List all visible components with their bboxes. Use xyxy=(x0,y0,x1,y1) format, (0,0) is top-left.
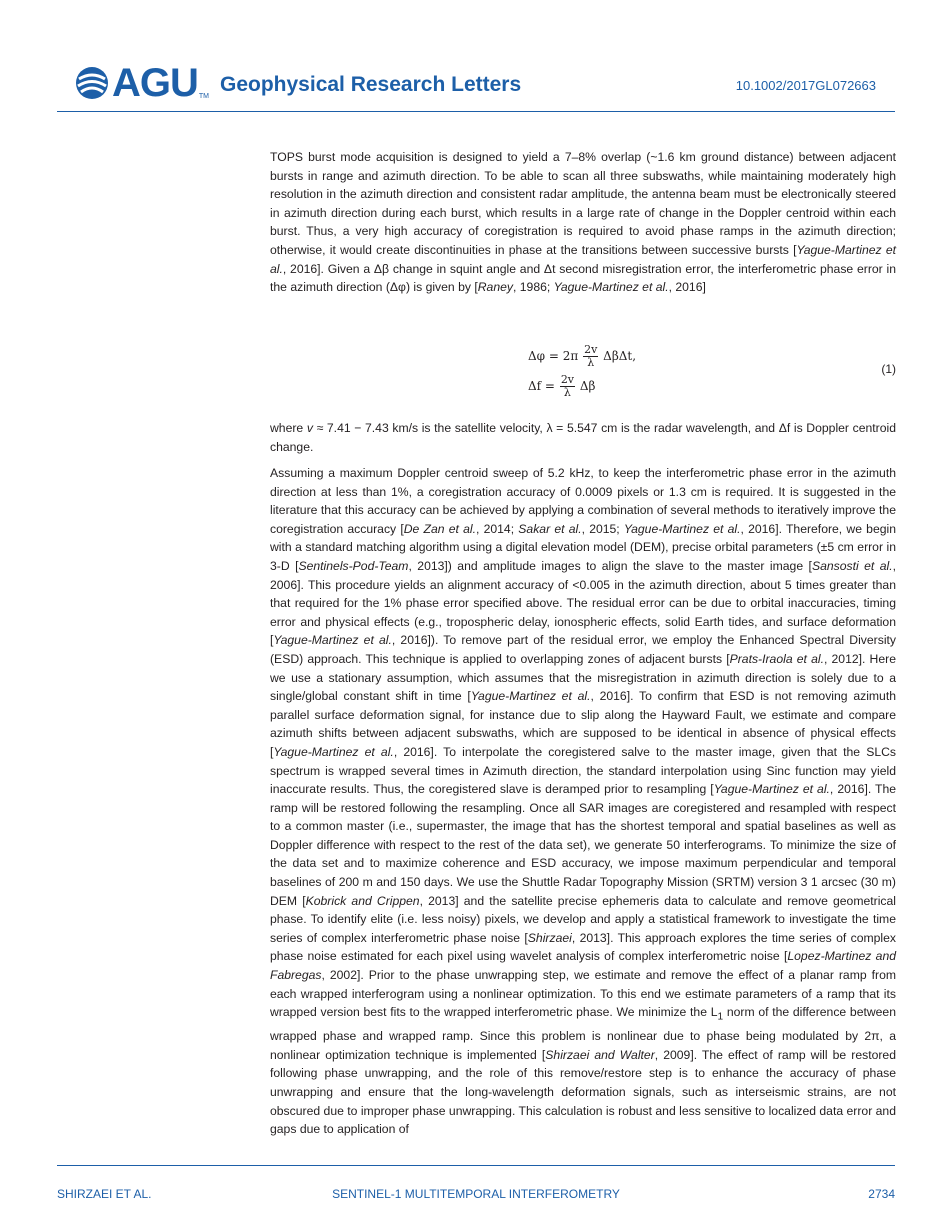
equation-line-1: Δφ = 2π $\frac{2v}{\lambda}$ ΔβΔt, xyxy=(528,343,637,369)
citation[interactable]: Sakar et al. xyxy=(518,521,582,536)
citation[interactable]: Raney xyxy=(477,280,513,295)
equation-number: (1) xyxy=(881,362,896,376)
citation[interactable]: Shirzaei xyxy=(527,930,572,945)
header-divider xyxy=(57,111,895,112)
paragraph-1: TOPS burst mode acquisition is designed to yield a 7–8% overlap (~1.6 km ground distance) between adjacent bursts in range and azimuth direction. To be able to scan all three subswaths, while maintaining moderately high resolution in the azimuth direction and consistent radar amplitude, the antenna beam must be electronically steered in azimuth direction during each burst, which results in a large rate of change in the Doppler centroid within each burst. Thus, a very high accuracy of coregistration is required to avoid phase ramps in the azimuth direction; otherwise, it would create discontinuities in phase at the transitions between successive bursts [Yague-Martinez et al., 2016]. Given a Δβ change in squint angle and Δt second misregistration error, the interferometric phase error in the azimuth direction (Δφ) is given by [Raney, 1986; Yague-Martinez et al., 2016] xyxy=(270,150,896,295)
equation-line-2: Δf = $\frac{2v}{\lambda}$ Δβ xyxy=(528,373,596,399)
citation[interactable]: Lopez-Martinez and Fabregas xyxy=(270,949,897,983)
citation[interactable]: Yague-Martinez et al. xyxy=(553,280,669,295)
citation[interactable]: Yague-Martinez et al. xyxy=(713,782,830,797)
citation[interactable]: Yague-Martinez et al. xyxy=(470,689,591,704)
logo-trademark: TM xyxy=(198,93,209,100)
citation[interactable]: Sansosti et al. xyxy=(811,558,893,573)
citation[interactable]: Yague-Martinez et al. xyxy=(273,633,392,648)
doi[interactable]: 10.1002/2017GL072663 xyxy=(735,78,876,93)
citation[interactable]: Yague-Martinez et al. xyxy=(623,521,741,536)
page-number: 2734 xyxy=(868,1187,895,1201)
equation-1 xyxy=(270,342,896,408)
citation[interactable]: De Zan et al. xyxy=(403,521,476,536)
citation[interactable]: Prats-Iraola et al. xyxy=(729,651,824,666)
citation[interactable]: Kobrick and Crippen xyxy=(305,893,420,908)
paragraph-2: where v ≈ 7.41 − 7.43 km/s is the satellite velocity, λ = 5.547 cm is the radar wavelength, and Δf is Doppler centroid change. xyxy=(270,421,896,454)
logo-wordmark: AGU xyxy=(112,61,198,105)
citation[interactable]: Yague-Martinez et al. xyxy=(273,744,394,759)
citation[interactable]: Shirzaei and Walter xyxy=(545,1047,655,1062)
citation[interactable]: Sentinels-Pod-Team xyxy=(298,558,409,573)
footer-authors: SHIRZAEI ET AL. xyxy=(57,1187,152,1201)
citation[interactable]: Yague-Martinez et al. xyxy=(270,242,896,276)
agu-globe-icon xyxy=(74,65,110,101)
page-header xyxy=(0,0,952,112)
agu-logo xyxy=(74,61,209,105)
paragraph-3: Assuming a maximum Doppler centroid sweep of 5.2 kHz, to keep the interferometric phase error in the azimuth direction at less than 1%, a coregistration accuracy of 0.0009 pixels or 1.3 cm is required. It is suggested in the literature that this accuracy can be achieved by applying a combination of several methods to iteratively improve the coregistration accuracy [De Zan et al., 2014; Sakar et al., 2015; Yague-Martinez et al., 2016]. Therefore, we begin with a standard matching algorithm using a digital elevation model (DEM), precise orbital parameters (±5 cm error in 3-D [Sentinels-Pod-Team, 2013]) and amplitude images to align the slave to the master image [Sansosti et al., 2006]. This procedure yields an alignment accuracy of <0.005 in the azimuth direction, about 5 times greater than that required for the 1% phase error specified above. The residual error can be due to orbital inaccuracies, timing error and physical effects (e.g., tropospheric delay, ionospheric effects, solid Earth tides, and surface deformation [Yague-Martinez et al., 2016]). To remove part of the residual error, we employ the Enhanced Spectral Diversity (ESD) approach. This technique is applied to overlapping zones of adjacent bursts [Prats-Iraola et al., 2012]. Here we use a stationary assumption, which assumes that the misregistration in azimuth direction is solely due to a single/global constant shift in time [Yague-Martinez et al., 2016]. To confirm that ESD is not removing azimuth parallel surface deformation signal, for instance due to slip along the Hayward Fault, we estimate and compare azimuth shifts between adjacent subswaths, which are supposed to be identical in absence of physical effects [Yague-Martinez et al., 2016]. To interpolate the coregistered salve to the master image, given that the SLCs spectrum is wrapped several times in Azimuth direction, the standard interpolation using Sinc function may yield inaccurate results. Thus, the coregistered slave is deramped prior to resampling [Yague-Martinez et al., 2016]. The ramp will be restored following the resampling. Once all SAR images are coregistered and resampled with respect to a common master (i.e., supermaster, the image that has the shortest temporal and spatial baselines as well as Doppler difference with respect to the rest of the data set), we generate 50 interferograms. To minimize the size of the data set and to maximize coherence and ESD accuracy, we impose maximum perpendicular and temporal baselines of 200 m and 150 days. We use the Shuttle Radar Topography Mission (SRTM) version 3 1 arcsec (30 m) DEM [Kobrick and Crippen, 2013] and the satellite precise ephemeris data to calculate and remove geometrical phase. To identify elite (i.e. less noisy) pixels, we develop and apply a statistical framework to investigate the time series of complex interferometric phase noise [Shirzaei, 2013]. This approach explores the time series of complex phase noise estimated for each pixel using wavelet analysis of complex interferometric noise [Lopez-Martinez and Fabregas, 2002]. Prior to the phase unwrapping step, we estimate and remove the effect of a planar ramp from each wrapped interferogram using a nonlinear optimization. To this end we estimate parameters of a ramp that its wrapped version best fits to the wrapped interferometric phase. We minimize the $L_1$ norm of the difference between wrapped phase and wrapped ramp. Since this problem is nonlinear due to phase being modulated by 2π, a nonlinear optimization technique is implemented [Shirzaei and Walter, 2009]. The effect of ramp will be restored following phase unwrapping, and the role of this remove/restore step is to enhance the accuracy of phase unwrapping and ensure that the long-wavelength deformation signals, such as interseismic strains, are not obscured due to improper phase unwrapping. This calculation is robust and less sensitive to localized data error and gaps due to application of xyxy=(270,466,897,1137)
footer-divider xyxy=(57,1165,895,1166)
footer-running-title: SENTINEL-1 MULTITEMPORAL INTERFEROMETRY xyxy=(332,1187,620,1201)
journal-title: Geophysical Research Letters xyxy=(220,73,522,96)
